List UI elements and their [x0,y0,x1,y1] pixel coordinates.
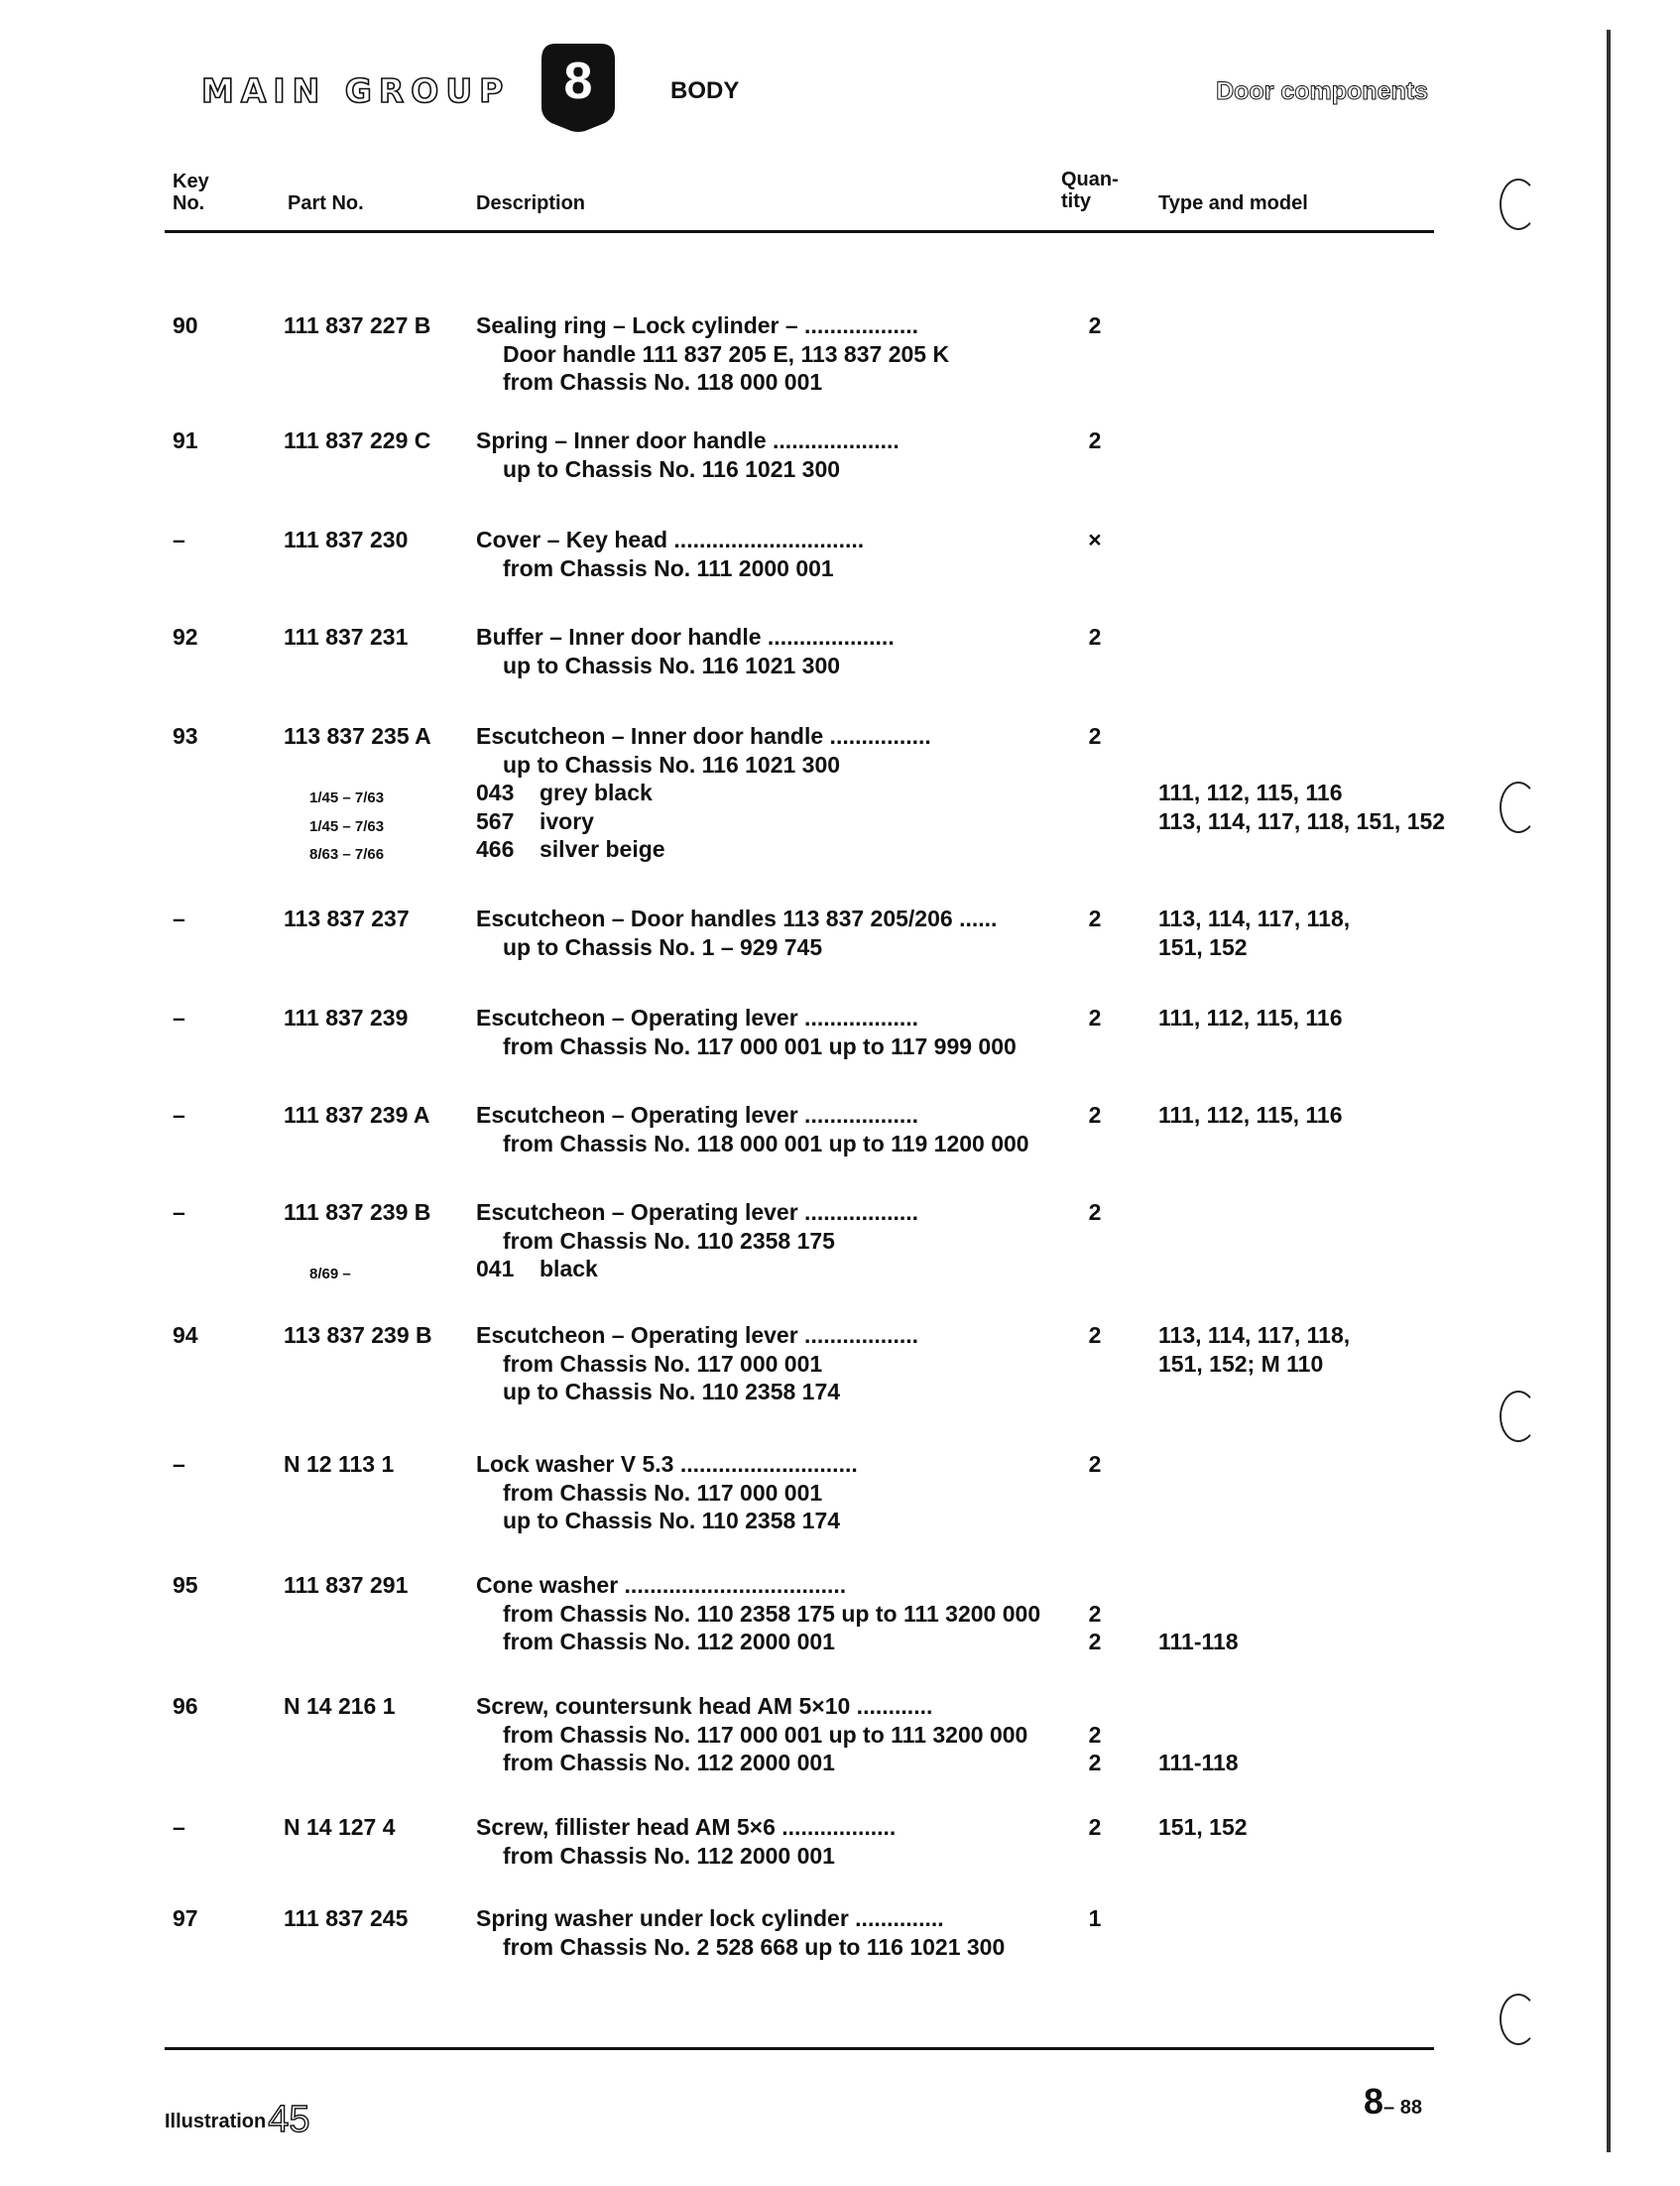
part-no: 111 837 239 [284,1005,409,1031]
type-model-value: 151, 152; M 110 [1158,1350,1324,1377]
color-variant [476,1255,1051,1283]
quantity-value: 2 [1088,1102,1102,1128]
type-and-model [1158,1004,1456,1032]
page-number-main: 8 [1364,2081,1384,2122]
type-and-model [1158,905,1456,961]
variant-code: 043 [476,780,515,805]
description-title: Spring – Inner door handle .................... [476,427,900,453]
quantity-value: 2 [1088,1451,1102,1477]
quantity [1083,1571,1107,1656]
quantity [1083,1904,1107,1933]
description-title: Escutcheon – Operating lever .................. [476,1102,919,1128]
quantity-value: 2 [1088,427,1102,453]
subsection-title: Door components [1216,77,1428,105]
part-no: 111 837 229 C [284,427,431,453]
description-detail: up to Chassis No. 110 2358 174 [503,1508,841,1533]
quantity [1083,623,1107,652]
description [476,1101,1051,1157]
quantity-value: 2 [1088,624,1102,650]
description-title: Lock washer V 5.3 ............................ [476,1451,858,1477]
color-variant [476,835,1051,864]
key-no: – [173,1199,185,1225]
quantity-value: 2 [1088,906,1102,931]
group-number: 8 [563,53,593,110]
variant-date-range: 8/69 – [309,1266,351,1282]
quantity-value: 2 [1088,1721,1102,1748]
footer-rule [165,2047,1434,2050]
illustration-number: 45 [268,2099,310,2140]
col-header-part-no: Part No. [288,192,364,214]
description-detail: up to Chassis No. 110 2358 174 [503,1379,841,1404]
description-detail: up to Chassis No. 116 1021 300 [503,455,841,482]
variant-date-range: 8/63 – 7/66 [309,846,385,863]
type-model-value: 113, 114, 117, 118, 151, 152 [1158,807,1446,834]
description [476,1198,1051,1283]
description-title: Escutcheon – Operating lever .................. [476,1005,919,1031]
color-variant [476,779,1051,807]
description-detail: from Chassis No. 117 000 001 [503,1479,823,1506]
description-detail: from Chassis No. 112 2000 001 [503,1629,835,1654]
quantity [1083,722,1107,751]
col-header-type-model: Type and model [1158,192,1308,214]
group-number-badge [536,38,621,133]
description-title: Escutcheon – Operating lever .................. [476,1322,919,1348]
type-model-value: 111, 112, 115, 116 [1158,780,1343,805]
quantity-value: 2 [1088,312,1102,338]
col-header-key-line2: No. [173,192,205,214]
description [476,1004,1051,1060]
quantity-value: × [1088,527,1102,552]
description-detail: from Chassis No. 2 528 668 up to 116 1021 300 [503,1933,1006,1960]
quantity [1083,1198,1107,1227]
description [476,1813,1051,1870]
description-title: Spring washer under lock cylinder .............. [476,1905,944,1931]
key-no: – [173,527,185,552]
key-no: – [173,906,185,931]
type-model-value: 151, 152 [1158,933,1248,960]
variant-label: black [540,1256,598,1281]
illustration-caption [165,2099,310,2141]
part-no: 111 837 231 [284,624,409,650]
variant-code: 041 [476,1256,515,1281]
description-detail: from Chassis No. 118 000 001 up to 119 1200 000 [503,1130,1029,1156]
description-detail: from Chassis No. 112 2000 001 [503,1842,835,1869]
description-title: Cover – Key head .............................. [476,527,865,552]
binder-edge [1607,30,1611,2152]
quantity-value: 2 [1088,1814,1102,1840]
type-model-value [1158,1692,1456,1721]
description [476,311,1051,397]
key-no: – [173,1102,185,1128]
description-title: Escutcheon – Door handles 113 837 205/206 ...... [476,906,998,931]
description-title: Escutcheon – Operating lever .................. [476,1199,919,1225]
quantity [1083,1004,1107,1032]
description-detail: from Chassis No. 117 000 001 up to 111 3200 000 [503,1721,1028,1748]
type-model-value [1158,1721,1456,1750]
description [476,1692,1051,1777]
description [476,1450,1051,1535]
part-no: 111 837 239 A [284,1102,430,1128]
description-detail: from Chassis No. 110 2358 175 [503,1227,835,1254]
key-no: 93 [173,723,198,749]
part-no: 113 837 239 B [284,1322,432,1348]
key-no: – [173,1005,185,1031]
type-model-value: 111-118 [1158,1629,1239,1654]
illustration-label: Illustration [165,2111,267,2132]
variant-label: silver beige [540,836,665,862]
quantity [1083,1321,1107,1350]
quantity [1083,311,1107,340]
part-no: N 12 113 1 [284,1451,395,1477]
description [476,526,1051,582]
key-no: – [173,1814,185,1840]
type-and-model [1158,722,1456,835]
binder-ring-mark [1500,179,1537,230]
variant-date-range: 1/45 – 7/63 [309,789,385,806]
quantity-value [1083,1692,1107,1721]
description-detail: up to Chassis No. 116 1021 300 [503,751,841,778]
quantity [1083,426,1107,455]
quantity-value: 2 [1088,1600,1102,1627]
type-and-model [1158,1813,1456,1842]
description [476,1904,1051,1961]
key-no: 92 [173,624,198,650]
quantity-value: 2 [1088,1629,1102,1654]
quantity-value: 2 [1088,723,1102,749]
description-detail: up to Chassis No. 1 – 929 745 [503,933,823,960]
binder-ring-mark [1500,782,1537,833]
description-title: Screw, fillister head AM 5×6 .................. [476,1814,897,1840]
type-model-value: 151, 152 [1158,1814,1248,1840]
description-detail: from Chassis No. 110 2358 175 up to 111 3200 000 [503,1600,1041,1627]
type-model-value [1158,1571,1456,1600]
color-variant [476,807,1051,836]
description-detail: up to Chassis No. 116 1021 300 [503,652,841,678]
quantity [1083,905,1107,933]
key-no: 96 [173,1693,198,1719]
key-no: – [173,1451,185,1477]
main-group-label: MAIN GROUP [201,71,511,110]
description [476,1321,1051,1406]
quantity [1083,526,1107,554]
binder-ring-mark [1500,1994,1537,2045]
description-detail: Door handle 111 837 205 E, 113 837 205 K [503,340,950,367]
key-no: 95 [173,1572,198,1598]
quantity [1083,1692,1107,1777]
description-title: Screw, countersunk head AM 5×10 ............ [476,1693,933,1719]
description-detail: from Chassis No. 117 000 001 up to 117 999 000 [503,1032,1017,1059]
type-model-value: 113, 114, 117, 118, [1158,1322,1351,1348]
description-detail: from Chassis No. 111 2000 001 [503,554,834,581]
quantity [1083,1813,1107,1842]
variant-label: grey black [540,780,653,805]
part-no: 113 837 237 [284,906,410,931]
type-and-model [1158,1321,1456,1378]
part-no: 113 837 235 A [284,723,431,749]
quantity-value [1083,1571,1107,1600]
type-model-value: 111-118 [1158,1750,1239,1775]
description [476,623,1051,679]
description [476,722,1051,864]
quantity-value: 2 [1088,1199,1102,1225]
col-header-key-line1: Key [173,171,209,192]
part-no: 111 837 227 B [284,312,431,338]
description-title: Cone washer ................................... [476,1572,847,1598]
part-no: 111 837 230 [284,527,409,552]
description-detail: from Chassis No. 117 000 001 [503,1350,823,1377]
type-and-model [1158,1692,1456,1777]
type-model-value: 111, 112, 115, 116 [1158,1102,1343,1128]
col-header-qty-line1: Quan- [1061,169,1119,190]
type-model-value [1158,722,1456,751]
part-no: N 14 127 4 [284,1814,396,1840]
description-title: Buffer – Inner door handle .................... [476,624,895,650]
col-header-quantity [1061,169,1119,212]
header-rule [165,230,1434,233]
col-header-description: Description [476,192,586,214]
quantity [1083,1101,1107,1130]
page-number-sub: – 88 [1383,2097,1422,2119]
description [476,1571,1051,1656]
part-no: 111 837 239 B [284,1199,431,1225]
variant-date-range: 1/45 – 7/63 [309,817,385,835]
key-no: 94 [173,1322,198,1348]
type-and-model [1158,1571,1456,1656]
quantity-value: 2 [1088,1750,1102,1775]
part-no: 111 837 245 [284,1905,409,1931]
binder-ring-mark [1500,1391,1537,1442]
section-title: BODY [670,77,740,104]
quantity-value: 2 [1088,1322,1102,1348]
quantity [1083,1450,1107,1479]
description-detail: from Chassis No. 112 2000 001 [503,1750,835,1775]
page-number [1364,2081,1422,2123]
quantity-value: 2 [1088,1005,1102,1031]
variant-label: ivory [540,807,594,834]
key-no: 97 [173,1905,198,1931]
col-header-qty-line2: tity [1061,190,1091,212]
part-no: 111 837 291 [284,1572,409,1598]
variant-code: 466 [476,836,515,862]
col-header-key-no [173,171,209,214]
type-model-value [1158,751,1456,780]
type-model-value [1158,1600,1456,1629]
description-title: Sealing ring – Lock cylinder – .................. [476,312,919,338]
variant-code: 567 [476,807,515,834]
quantity-value: 1 [1088,1905,1102,1931]
type-and-model [1158,1101,1456,1130]
key-no: 90 [173,312,198,338]
key-no: 91 [173,427,198,453]
part-no: N 14 216 1 [284,1693,396,1719]
description-title: Escutcheon – Inner door handle ................ [476,723,931,749]
type-model-value: 113, 114, 117, 118, [1158,906,1351,931]
description [476,426,1051,483]
type-model-value: 111, 112, 115, 116 [1158,1005,1343,1031]
description [476,905,1051,961]
description-detail: from Chassis No. 118 000 001 [503,369,823,395]
